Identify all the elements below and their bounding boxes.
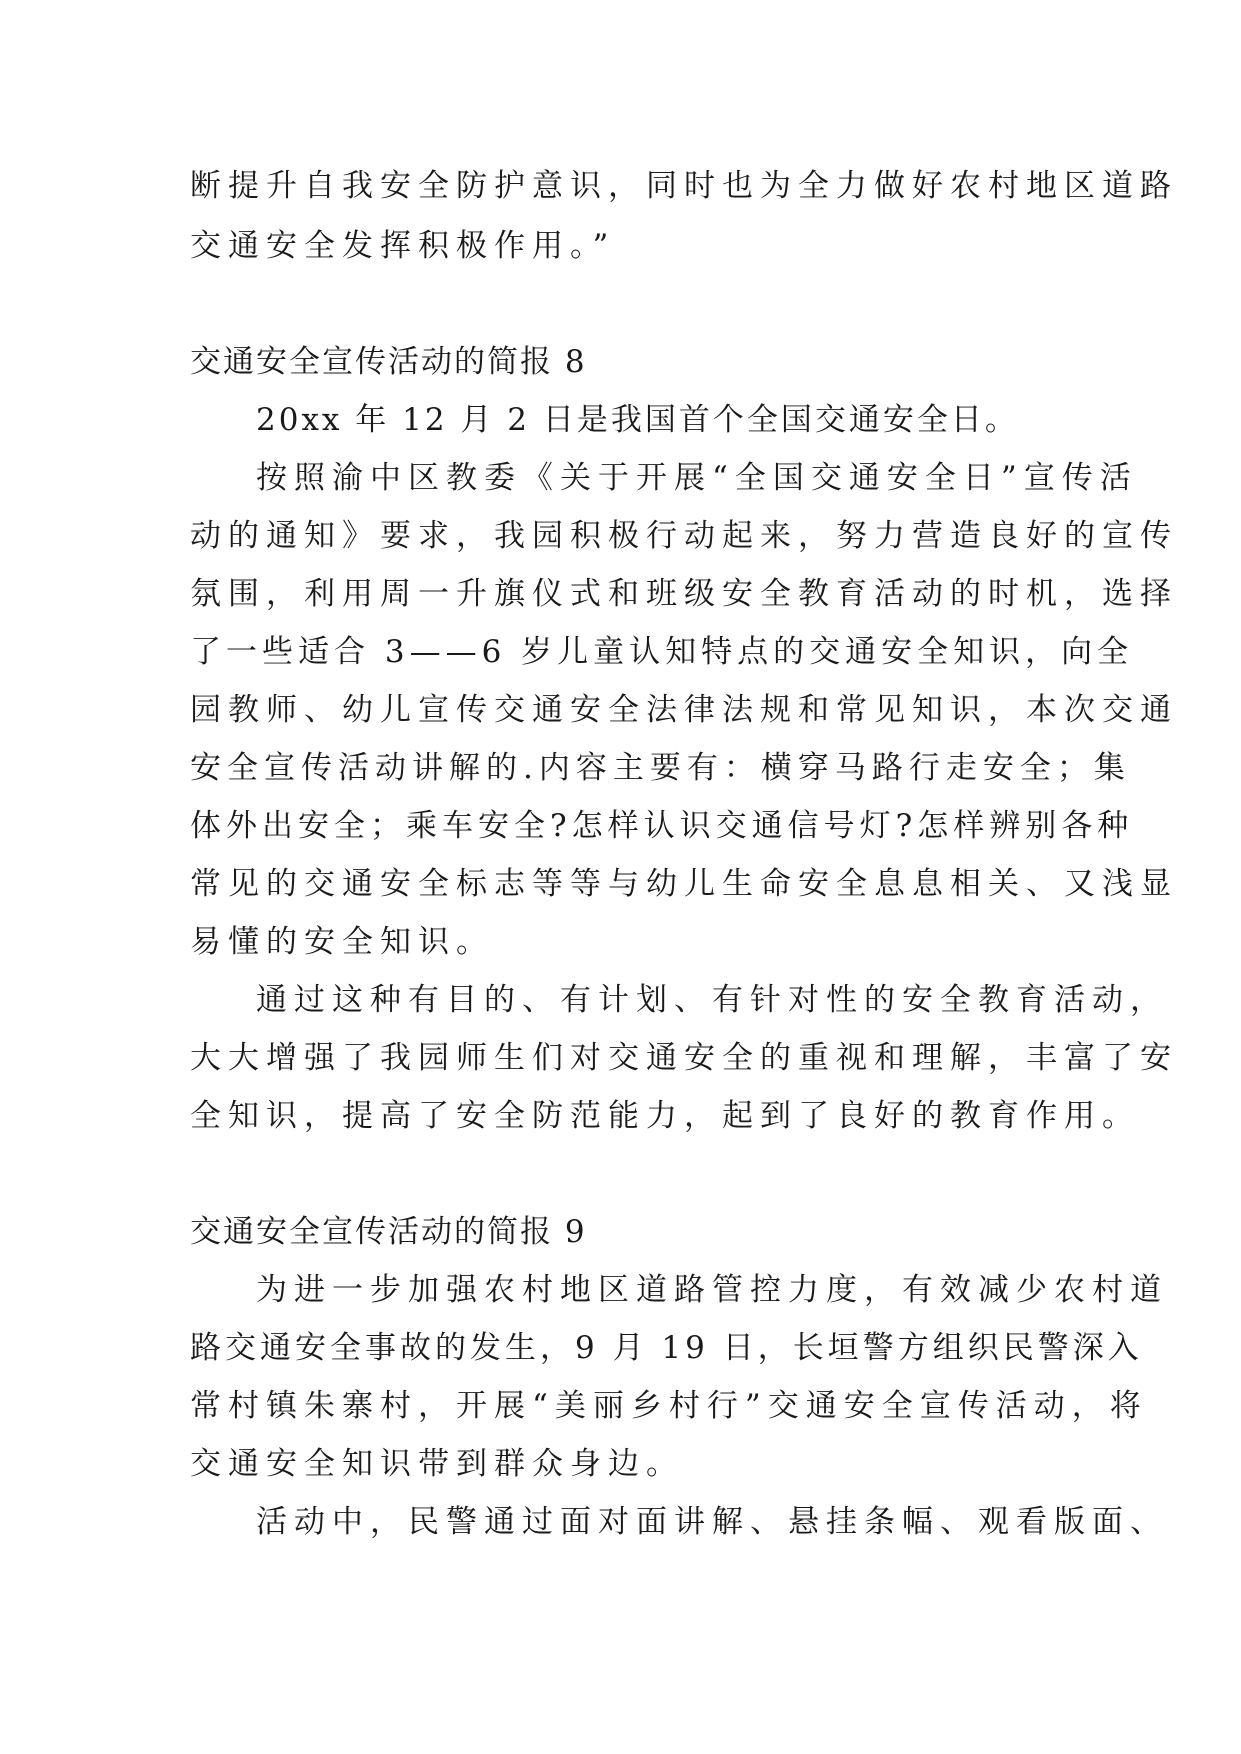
section-heading: 交通安全宣传活动的简报 8 (190, 344, 587, 380)
paragraph-line: 氛围，利用周一升旗仪式和班级安全教育活动的时机，选择 (190, 576, 1178, 612)
paragraph-line: 了一些适合 3——6 岁儿童认知特点的交通安全知识，向全 (190, 634, 1134, 670)
paragraph-line: 路交通安全事故的发生，9 月 19 日，长垣警方组织民警深入 (190, 1330, 1143, 1366)
paragraph-line: 20xx 年 12 月 2 日是我国首个全国交通安全日。 (256, 402, 1019, 438)
paragraph-line: 大大增强了我园师生们对交通安全的重视和理解，丰富了安 (190, 1040, 1178, 1076)
paragraph-line: 交通安全发挥积极作用。” (190, 228, 616, 264)
paragraph-line: 园教师、幼儿宣传交通安全法律法规和常见知识，本次交通 (190, 692, 1178, 728)
paragraph-line: 按照渝中区教委《关于开展“全国交通安全日”宣传活 (256, 460, 1138, 496)
paragraph-line: 安全宣传活动讲解的.内容主要有：横穿马路行走安全；集 (190, 750, 1131, 786)
section-heading: 交通安全宣传活动的简报 9 (190, 1214, 587, 1250)
paragraph-line: 活动中，民警通过面对面讲解、悬挂条幅、观看版面、 (256, 1504, 1168, 1540)
paragraph-line: 动的通知》要求，我园积极行动起来，努力营造良好的宣传 (190, 518, 1178, 554)
paragraph-line: 通过这种有目的、有计划、有针对性的安全教育活动， (256, 982, 1168, 1018)
paragraph-line: 常村镇朱寨村，开展“美丽乡村行”交通安全宣传活动，将 (190, 1388, 1148, 1424)
paragraph-line: 为进一步加强农村地区道路管控力度，有效减少农村道 (256, 1272, 1168, 1308)
paragraph-line: 常见的交通安全标志等等与幼儿生命安全息息相关、又浅显 (190, 866, 1178, 902)
paragraph-line: 全知识，提高了安全防范能力，起到了良好的教育作用。 (190, 1098, 1140, 1134)
paragraph-line: 体外出安全；乘车安全?怎样认识交通信号灯?怎样辨别各种 (190, 808, 1134, 844)
paragraph-line: 断提升自我安全防护意识，同时也为全力做好农村地区道路 (190, 168, 1178, 204)
paragraph-line: 易懂的安全知识。 (190, 924, 494, 960)
paragraph-line: 交通安全知识带到群众身边。 (190, 1446, 684, 1482)
